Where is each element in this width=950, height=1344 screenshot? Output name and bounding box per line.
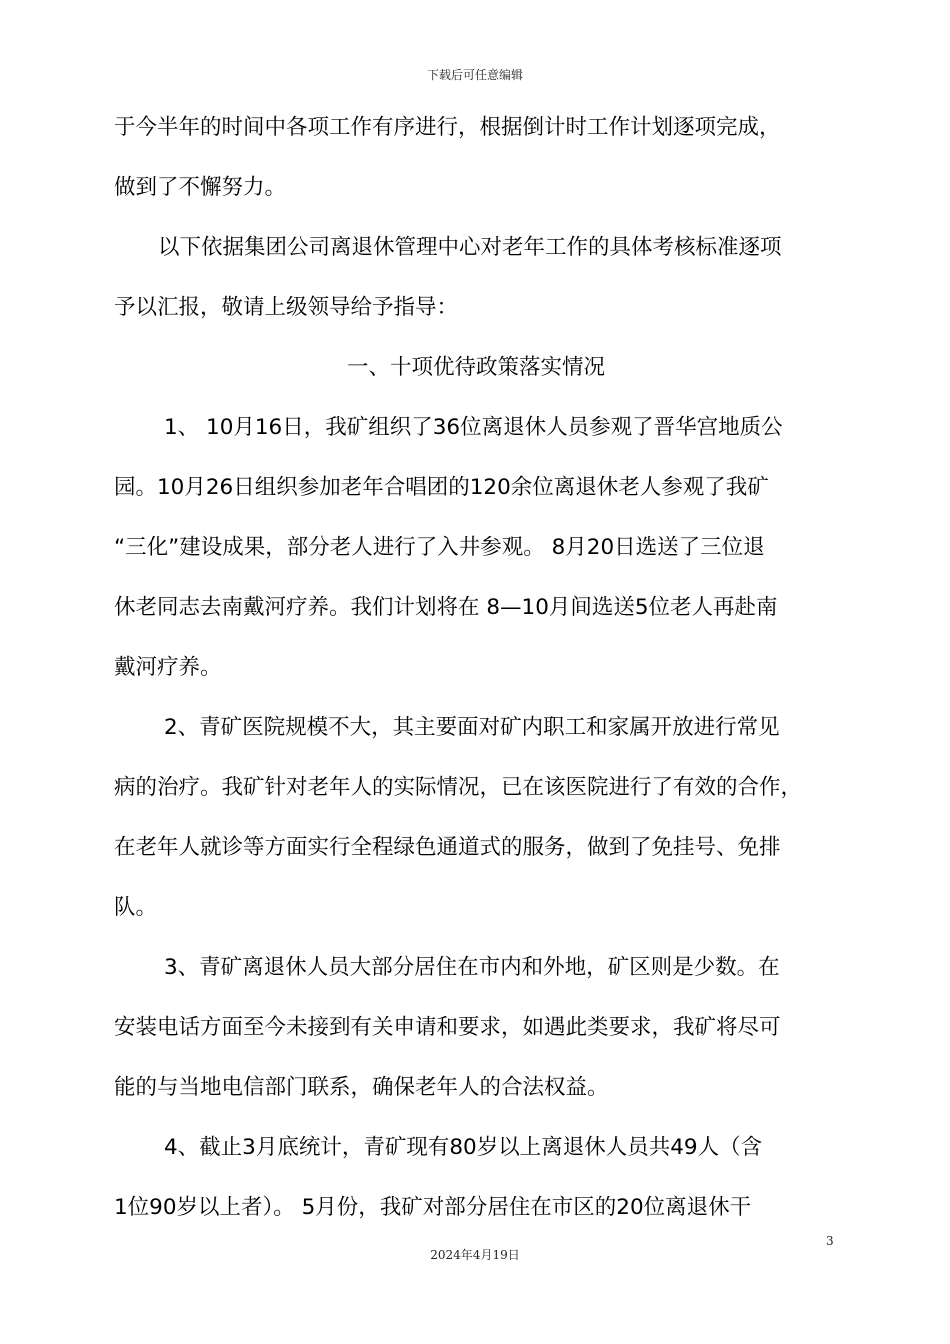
body-line: 队。 (114, 895, 158, 920)
section-heading: 一、十项优待政策落实情况 (346, 355, 605, 380)
body-line: 安装电话方面至今未接到有关申请和要求，如遇此类要求，我矿将尽可 (114, 1015, 781, 1040)
page-footer-date: 2024年4月19日 (430, 1248, 520, 1262)
page-header: 下载后可任意编辑 (426, 68, 523, 82)
body-line: 予以汇报，敬请上级领导给予指导： (114, 295, 459, 320)
body-line: 病的治疗。我矿针对老年人的实际情况，已在该医院进行了有效的合作， (114, 775, 803, 800)
body-line: 3、青矿离退休人员大部分居住在市内和外地，矿区则是少数。在 (164, 955, 780, 980)
body-line: 1、 10月16日，我矿组织了36位离退休人员参观了晋华宫地质公 (164, 415, 783, 440)
page-number: 3 (826, 1234, 834, 1248)
body-line: 1位90岁以上者）。 5月份，我矿对部分居住在市区的20位离退休干 (114, 1195, 752, 1220)
body-line: 2、青矿医院规模不大，其主要面对矿内职工和家属开放进行常见 (164, 715, 780, 740)
body-line: 园。10月26日组织参加老年合唱团的120余位离退休老人参观了我矿 (114, 475, 769, 500)
body-line: 在老年人就诊等方面实行全程绿色通道式的服务，做到了免挂号、免排 (114, 835, 781, 860)
body-line: 4、截止3月底统计，青矿现有80岁以上离退休人员共49人（含 (164, 1135, 763, 1160)
body-line: “三化”建设成果，部分老人进行了入井参观。 8月20日选送了三位退 (114, 535, 765, 560)
body-line: 休老同志去南戴河疗养。我们计划将在 8—10月间选送5位老人再赴南 (114, 595, 778, 620)
body-line: 以下依据集团公司离退休管理中心对老年工作的具体考核标准逐项 (158, 235, 782, 260)
document-body (114, 98, 838, 1238)
body-line: 戴河疗养。 (114, 655, 222, 680)
body-line: 能的与当地电信部门联系，确保老年人的合法权益。 (114, 1075, 609, 1100)
body-line: 于今半年的时间中各项工作有序进行，根据倒计时工作计划逐项完成， (114, 115, 781, 140)
body-line: 做到了不懈努力。 (114, 175, 287, 200)
